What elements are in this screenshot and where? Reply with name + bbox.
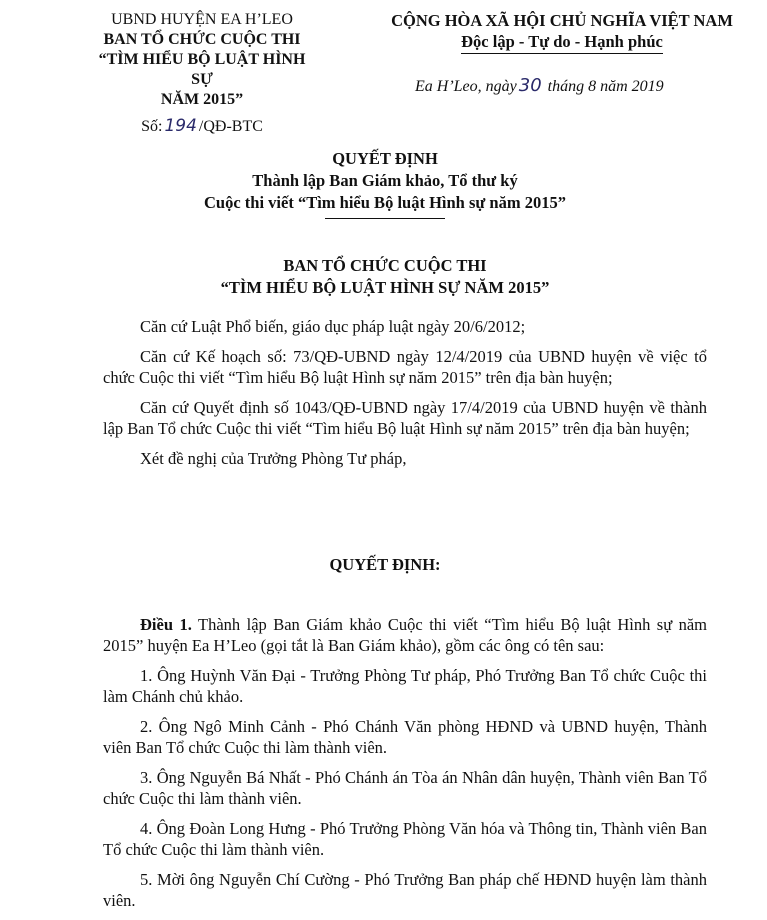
member-item: 2. Ông Ngô Minh Cảnh - Phó Chánh Văn phòng HĐND và UBND huyện, Thành viên Ban Tổ chức Cuộc thi làm thành viên.: [103, 717, 707, 757]
decision-articles: [103, 614, 707, 920]
decision-title: QUYẾT ĐỊNH: [332, 149, 438, 168]
title-divider: [325, 218, 445, 219]
document-number-suffix: /QĐ-BTC: [198, 118, 263, 135]
article-1: [103, 614, 707, 656]
country-name: CỘNG HÒA XÃ HỘI CHỦ NGHĨA VIỆT NAM: [391, 11, 733, 30]
issue-date: [415, 76, 755, 97]
date-day: 30: [518, 75, 542, 96]
national-header: [372, 10, 752, 54]
document-number: [92, 116, 312, 137]
decision-title-block: [60, 148, 710, 219]
issuing-authority-block: [92, 10, 312, 137]
date-month-year: tháng 8 năm 2019: [547, 78, 664, 95]
organizer-line2: “TÌM HIỂU BỘ LUẬT HÌNH SỰ NĂM 2015”: [220, 278, 550, 297]
member-item: 1. Ông Huỳnh Văn Đại - Trưởng Phòng Tư pháp, Phó Trưởng Ban Tổ chức Cuộc thi làm Chánh chủ khảo.: [103, 666, 707, 706]
authority-name: UBND HUYỆN EA H’LEO: [111, 11, 293, 28]
legal-basis-paragraph: Căn cứ Luật Phổ biến, giáo dục pháp luật ngày 20/6/2012;: [140, 317, 526, 336]
organizer-heading: [60, 255, 710, 299]
legal-basis-paragraph: Xét đề nghị của Trưởng Phòng Tư pháp,: [140, 449, 407, 468]
contest-name-line2: NĂM 2015”: [160, 91, 244, 108]
legal-basis-paragraph: Căn cứ Quyết định số 1043/QĐ-UBND ngày 17/4/2019 của UBND huyện về thành lập Ban Tổ chức Cuộc thi viết “Tìm hiểu Bộ luật Hình sự năm 2015” trên địa bàn huyện;: [103, 398, 707, 438]
member-item: 3. Ông Nguyễn Bá Nhất - Phó Chánh án Tòa án Nhân dân huyện, Thành viên Ban Tổ chức Cuộc thi làm thành viên.: [103, 768, 707, 808]
member-item: 4. Ông Đoàn Long Hưng - Phó Trưởng Phòng Văn hóa và Thông tin, Thành viên Ban Tổ chức Cuộc thi làm thành viên.: [103, 819, 707, 859]
article-1-label: Điều 1.: [140, 615, 192, 634]
document-number-value: 194: [164, 116, 197, 136]
organizer-line1: BAN TỔ CHỨC CUỘC THI: [283, 256, 487, 275]
contest-name-line1: “TÌM HIỂU BỘ LUẬT HÌNH SỰ: [98, 51, 306, 88]
date-prefix: Ea H’Leo, ngày: [415, 78, 517, 95]
committee-name: BAN TỔ CHỨC CUỘC THI: [103, 31, 301, 48]
document-number-label: Số:: [141, 118, 163, 135]
member-item: 5. Mời ông Nguyễn Chí Cường - Phó Trưởng Ban pháp chế HĐND huyện làm thành viên.: [103, 870, 707, 910]
national-motto: Độc lập - Tự do - Hạnh phúc: [461, 31, 663, 54]
decision-subject-line2: Cuộc thi viết “Tìm hiểu Bộ luật Hình sự năm 2015”: [204, 193, 566, 212]
decision-subject-line1: Thành lập Ban Giám khảo, Tổ thư ký: [252, 171, 518, 190]
legal-bases: [103, 316, 707, 478]
article-1-text: Thành lập Ban Giám khảo Cuộc thi viết “Tìm hiểu Bộ luật Hình sự năm 2015” huyện Ea H’Leo (gọi tắt là Ban Giám khảo), gồm các ông có tên sau:: [103, 615, 708, 655]
legal-basis-paragraph: Căn cứ Kế hoạch số: 73/QĐ-UBND ngày 12/4/2019 của UBND huyện về việc tổ chức Cuộc thi viết “Tìm hiểu Bộ luật Hình sự năm 2015” trên địa bàn huyện;: [103, 347, 707, 387]
decision-heading: QUYẾT ĐỊNH:: [329, 555, 441, 574]
